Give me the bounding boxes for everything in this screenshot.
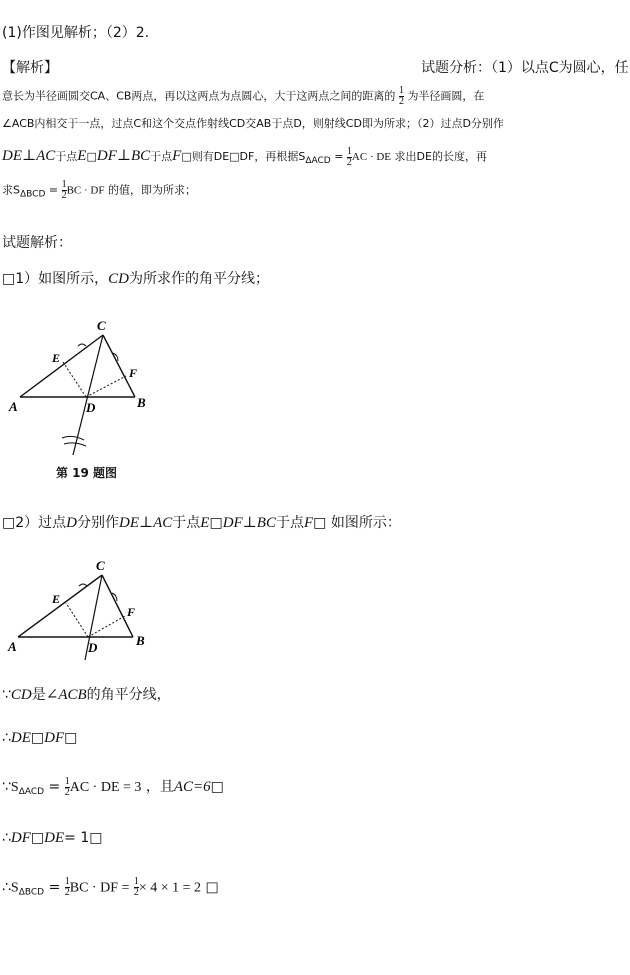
label-e: E [52, 351, 61, 365]
analysis-line-2-text: 意长为半径画圆交CA、CB两点，再以这两点为点圆心，大于这两点之间的距离的 [2, 89, 396, 103]
step-2: ∴DE□DF□ [2, 730, 78, 746]
analysis-line-5: 求$S_{\Delta BCD}$ = $\frac{1}{2}$ BC · DF 的值，即为所求； [2, 179, 196, 201]
step-4: ∴DF□DE= 1□ [2, 830, 103, 846]
label-f: F [127, 605, 136, 619]
label-a: A [8, 639, 17, 654]
figure-2-diagram [0, 550, 170, 665]
fraction-half: $\frac{1}{2}$ [398, 85, 404, 107]
analysis-line-2 [2, 86, 484, 107]
label-c: C [96, 558, 105, 573]
analysis-line-4: DE⊥AC于点E□DF⊥BC于点F□则有DE□DF，再根据$S_{\Delta ACD}$ = $\frac{1}{2}$ AC · DE 求出DE的长度，再 [2, 145, 487, 168]
answer-line: (1)作图见解析；（2）2. [2, 25, 150, 41]
part2-line: □2）过点D分别作DE⊥AC于点E□DF⊥BC于点F□ 如图所示： [2, 515, 401, 531]
label-d: D [86, 400, 96, 415]
step-5: $\therefore S_{\Delta BCD}$ = $\frac{1}{2}$ BC · DF = $\frac{1}{2}$ × 4 × 1 = 2 □ [2, 876, 219, 898]
step-3: $\because S_{\Delta ACD}$ = $\frac{1}{2}$ AC · DE = 3 ，且AC=6□ [2, 775, 224, 798]
analysis-line-3: ∠ACB内相交于一点，过点C和这个交点作射线CD交AB于点D，则射线CD即为所求；（2）过点D分别作 [2, 117, 504, 130]
side-ac [20, 335, 103, 397]
arc-mark-1 [78, 344, 86, 346]
step-1: ∵CD是∠ACB的角平分线， [2, 687, 171, 703]
figure-1-diagram [0, 310, 170, 490]
label-c: C [97, 318, 106, 333]
figure-1-caption: 第 19 题图 [56, 466, 118, 480]
side-ac [18, 575, 102, 637]
analysis-line-2-tail: 为半径画圆，在 [407, 89, 485, 103]
label-b: B [137, 395, 146, 410]
arc-mark-1 [79, 584, 87, 586]
solution-heading: 试题解析： [2, 235, 72, 251]
label-f: F [129, 366, 138, 380]
arc-mark-3 [62, 436, 84, 440]
label-d: D [88, 640, 98, 655]
label-b: B [136, 633, 145, 648]
part1-line: □1）如图所示，CD为所求作的角平分线； [2, 271, 269, 287]
label-e: E [52, 592, 61, 606]
analysis-heading: 试题分析：（1）以点C为圆心，任 [421, 60, 629, 76]
perpendicular-de [66, 603, 88, 637]
label-a: A [9, 399, 18, 414]
analysis-tag: 【解析】 [2, 60, 58, 76]
perpendicular-de [63, 362, 86, 397]
